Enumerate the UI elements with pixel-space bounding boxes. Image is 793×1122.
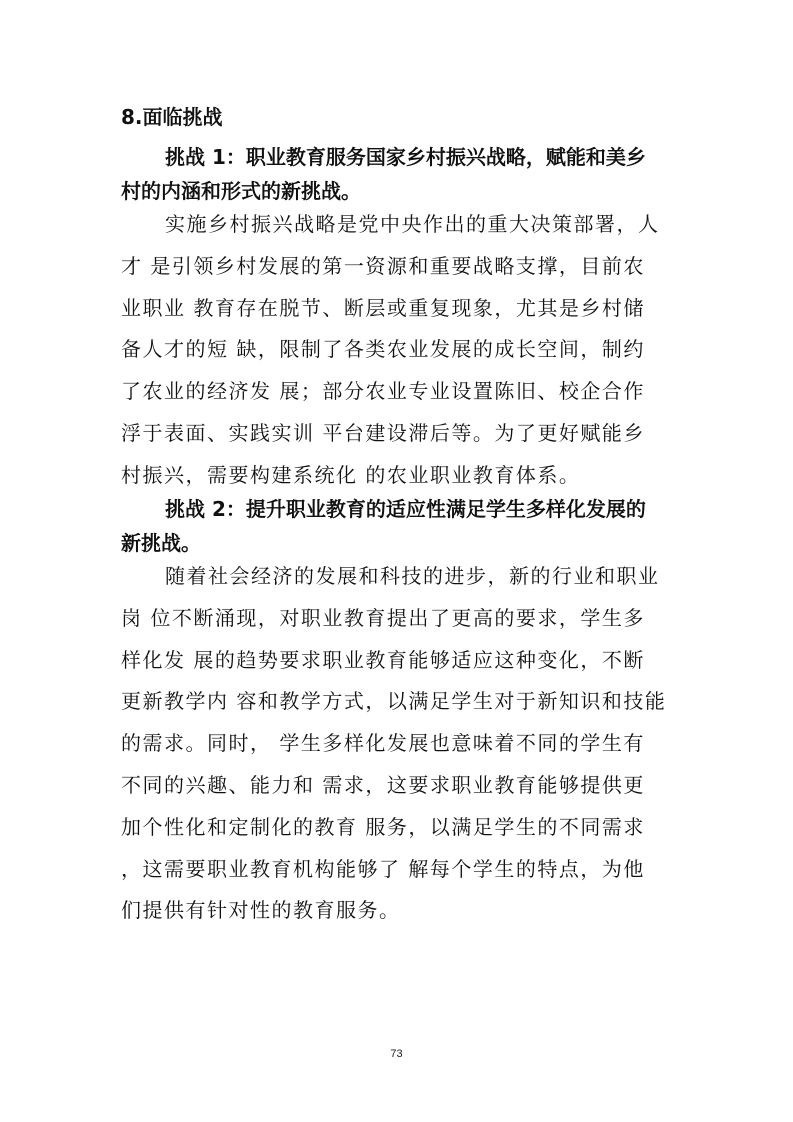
- paragraph-1-line: 了农业的经济发 展；部分农业专业设置陈旧、校企合作: [121, 379, 645, 404]
- paragraph-1-line: 备人才的短 缺，限制了各类农业发展的成长空间，制约: [121, 337, 645, 362]
- paragraph-2-line: 随着社会经济的发展和科技的进步，新的行业和职业: [165, 564, 660, 588]
- paragraph-2-line: 们提供有针对性的教育服务。: [121, 898, 401, 923]
- paragraph-2-line: 样化发 展的趋势要求职业教育能够适应这种变化，不断: [121, 647, 645, 672]
- paragraph-1-line: 业职业 教育存在脱节、断层或重复现象，尤其是乡村储: [121, 295, 645, 320]
- paragraph-1: [121, 204, 681, 497]
- paragraph-2-line: 更新教学内 容和教学方式，以满足学生对于新知识和技能: [121, 689, 667, 714]
- paragraph-2-line: 岗 位不断涌现，对职业教育提出了更高的要求，学生多: [121, 605, 645, 630]
- challenge-2-line: 挑战 2：提升职业教育的适应性满足学生多样化发展的: [165, 497, 646, 521]
- challenge-2-line: 新挑战。: [121, 531, 201, 555]
- challenge-1-line: 村的内涵和形式的新挑战。: [121, 179, 361, 203]
- paragraph-1-line: 村振兴，需要构建系统化 的农业职业教育体系。: [121, 462, 581, 487]
- section-heading: 8.面临挑战: [121, 105, 223, 129]
- paragraph-2-line: 不同的兴趣、能力和 需求，这要求职业教育能够提供更: [121, 772, 645, 797]
- paragraph-2-line: 的需求。同时， 学生多样化发展也意味着不同的学生有: [121, 731, 645, 756]
- page-number: 73: [390, 1048, 403, 1060]
- challenge-2-heading: [121, 492, 676, 560]
- challenge-1-line: 挑战 1：职业教育服务国家乡村振兴战略，赋能和美乡: [165, 145, 646, 169]
- challenge-1-heading: [121, 140, 676, 208]
- paragraph-1-line: 才 是引领乡村发展的第一资源和重要战略支撑，目前农: [121, 253, 645, 278]
- paragraph-1-line: 实施乡村振兴战略是党中央作出的重大决策部署，人: [165, 212, 660, 236]
- paragraph-2-line: 加个性化和定制化的教育 服务，以满足学生的不同需求: [121, 814, 645, 839]
- paragraph-1-line: 浮于表面、实践实训 平台建设滞后等。为了更好赋能乡: [121, 420, 645, 445]
- paragraph-2-line: ，这需要职业教育机构能够了 解每个学生的特点，为他: [121, 856, 645, 881]
- paragraph-2: [121, 556, 681, 932]
